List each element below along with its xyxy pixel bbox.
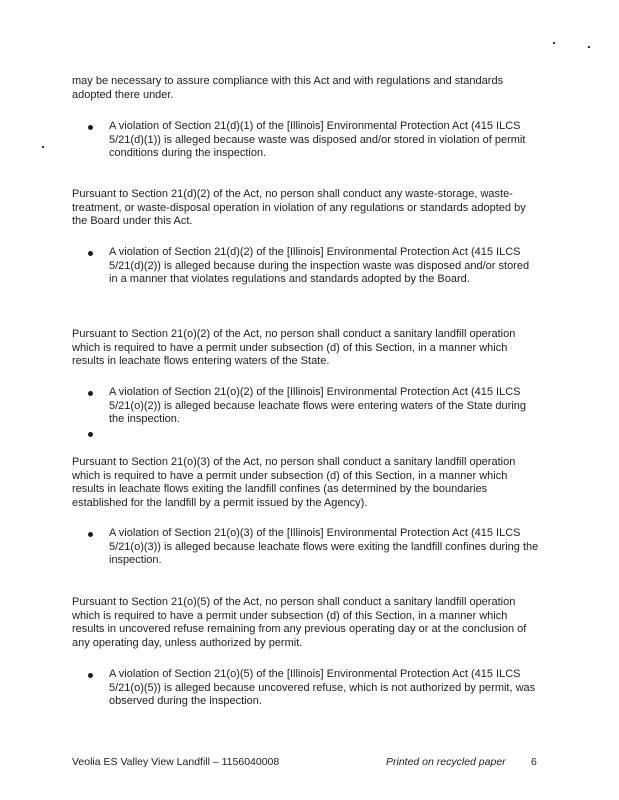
scan-speck bbox=[553, 42, 555, 44]
paragraph-section-21d2: Pursuant to Section 21(d)(2) of the Act, no person shall conduct any waste-storage, waste-treatment, or waste-disposal operation in violation of any regulations or standards adopted by the Board under this Act. bbox=[72, 188, 526, 227]
scan-speck bbox=[42, 146, 44, 148]
paragraph-continuation: may be necessary to assure compliance with this Act and with regulations and standards adopted there under. bbox=[72, 75, 504, 101]
footer-page-number: 6 bbox=[531, 756, 537, 768]
bullet-dot bbox=[88, 532, 93, 537]
bullet-dot bbox=[88, 391, 93, 396]
bullet-violation-21o5: A violation of Section 21(o)(5) of the [Illinois] Environmental Protection Act (415 ILCS 5/21(o)(5)) is alleged because uncovered refuse, which is not authorized by permit, was observed during the inspection. bbox=[109, 668, 536, 707]
footer-facility: Veolia ES Valley View Landfill – 1156040008 bbox=[72, 756, 280, 768]
footer-recycled-note: Printed on recycled paper bbox=[386, 756, 506, 768]
bullet-violation-21o2: A violation of Section 21(o)(2) of the [Illinois] Environmental Protection Act (415 ILCS 5/21(o)(2)) is alleged because leachate flows were entering waters of the State during the inspection. bbox=[109, 386, 527, 425]
scan-speck bbox=[588, 46, 590, 48]
paragraph-section-21o2: Pursuant to Section 21(o)(2) of the Act, no person shall conduct a sanitary landfill operation which is required to have a permit under subsection (d) of this Section, in a manner which results in leachate flows entering waters of the State. bbox=[72, 328, 516, 367]
bullet-dot bbox=[88, 673, 93, 678]
bullet-violation-21d2: A violation of Section 21(d)(2) of the [Illinois] Environmental Protection Act (415 ILCS 5/21(d)(2)) is alleged because during the inspection waste was disposed and/or stored in a manner that violates regulations and standards adopted by the Board. bbox=[109, 246, 530, 285]
paragraph-section-21o3: Pursuant to Section 21(o)(3) of the Act, no person shall conduct a sanitary landfill operation which is required to have a permit under subsection (d) of this Section, in a manner which results in leachate flows exiting the landfill confines (as determined by the boundaries established for the landfill by a permit issued by the Agency). bbox=[72, 456, 516, 509]
bullet-dot-empty bbox=[88, 432, 93, 437]
bullet-violation-21d1: A violation of Section 21(d)(1) of the [Illinois] Environmental Protection Act (415 ILCS 5/21(d)(1)) is alleged because waste was disposed and/or stored in violation of permit conditions during the inspection. bbox=[109, 120, 526, 159]
paragraph-section-21o5: Pursuant to Section 21(o)(5) of the Act, no person shall conduct a sanitary landfill operation which is required to have a permit under subsection (d) of this Section, in a manner which results in uncovered refuse remaining from any previous operating day or at the conclusion of any operating day, unless authorized by permit. bbox=[72, 596, 527, 649]
bullet-violation-21o3: A violation of Section 21(o)(3) of the [Illinois] Environmental Protection Act (415 ILCS 5/21(o)(3)) is alleged because leachate flows were exiting the landfill confines during the inspection. bbox=[109, 527, 539, 566]
bullet-dot bbox=[88, 125, 93, 130]
bullet-dot bbox=[88, 251, 93, 256]
